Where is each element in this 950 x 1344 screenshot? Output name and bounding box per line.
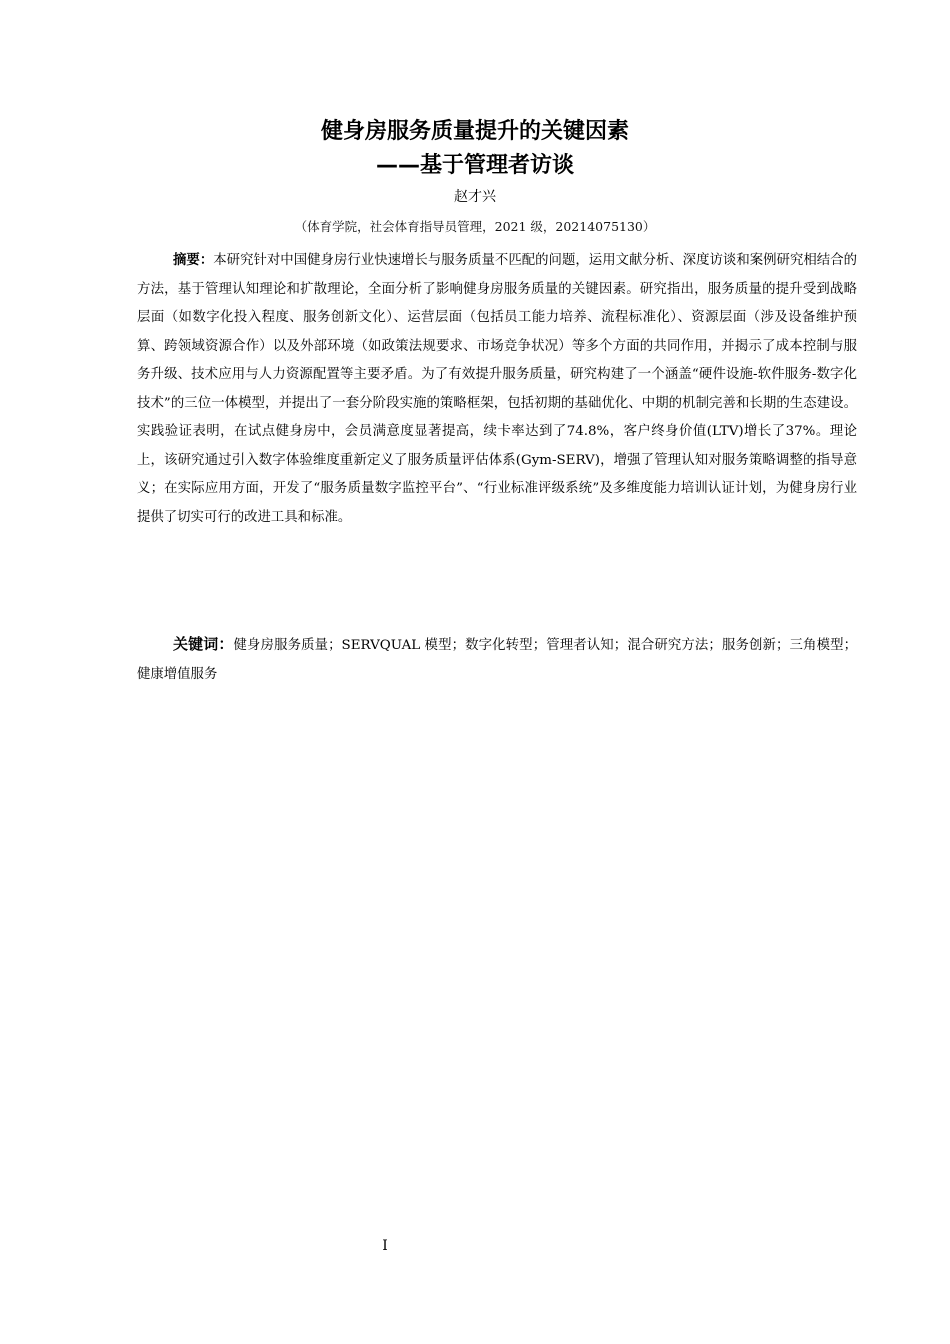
abstract-paragraph xyxy=(137,246,857,532)
title-line-2: ——基于管理者访谈 xyxy=(375,153,574,178)
keywords-text: 健身房服务质量；SERVQUAL 模型；数字化转型；管理者认知；混合研究方法；服务创新；三角模型；健康增值服务 xyxy=(137,638,857,682)
title-line-1: 健身房服务质量提升的关键因素 xyxy=(320,119,629,144)
abstract-label: 摘要： xyxy=(173,252,214,268)
keywords-label: 关键词： xyxy=(173,635,234,653)
author-name: 赵才兴 xyxy=(454,189,496,205)
keywords-paragraph xyxy=(137,630,857,689)
abstract-text: 本研究针对中国健身房行业快速增长与服务质量不匹配的问题，运用文献分析、深度访谈和案例研究相结合的方法，基于管理认知理论和扩散理论，全面分析了影响健身房服务质量的关键因素。研究指出，服务质量的提升受到战略层面（如数字化投入程度、服务创新文化）、运营层面（包括员工能力培养、流程标准化）、资源层面（涉及设备维护预算、跨领域资源合作）以及外部环境（如政策法规要求、市场竞争状况）等多个方面的共同作用，并揭示了成本控制与服务升级、技术应用与人力资源配置等主要矛盾。为了有效提升服务质量，研究构建了一个涵盖“硬件设施-软件服务-数字化技术”的三位一体模型，并提出了一套分阶段实施的策略框架，包括初期的基础优化、中期的机制完善和长期的生态建设。实践验证表明，在试点健身房中，会员满意度显著提高，续卡率达到了74.8%，客户终身价值(LTV)增长了37%。理论上，该研究通过引入数字体验维度重新定义了服务质量评估体系(Gym-SERV)，增强了管理认知对服务策略调整的指导意义；在实际应用方面，开发了“服务质量数字监控平台”、“行业标准评级系统”及多维度能力培训认证计划，为健身房行业提供了切实可行的改进工具和标准。 xyxy=(137,253,858,525)
author-affiliation: （体育学院，社会体育指导员管理，2021 级，20214075130） xyxy=(294,219,656,234)
page-number: I xyxy=(382,1238,388,1254)
